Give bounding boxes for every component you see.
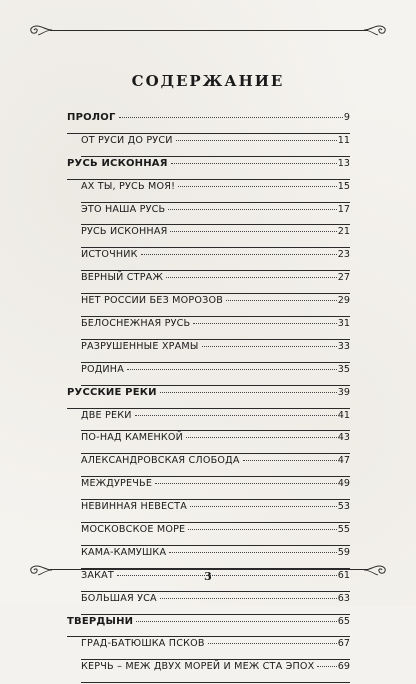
toc-section-row	[67, 387, 350, 410]
toc-entry-title: ИСТОЧНИК	[81, 249, 138, 261]
toc-entry-title: АЛЕКСАНДРОВСКАЯ СЛОБОДА	[81, 455, 240, 467]
dot-leader	[169, 552, 337, 553]
toc-item-row	[67, 432, 350, 455]
toc-entry-page: 63	[337, 592, 350, 604]
toc-entry-title: ЭТО НАША РУСЬ	[81, 203, 166, 215]
toc-item-row	[67, 410, 350, 433]
dot-leader	[193, 323, 336, 324]
toc-entry-page: 41	[337, 409, 350, 421]
table-of-contents	[67, 112, 350, 684]
scroll-ornament-icon	[362, 23, 388, 37]
dot-leader	[170, 231, 336, 232]
toc-entry-page: 15	[337, 180, 350, 192]
toc-entry-title: ВЕРНЫЙ СТРАЖ	[81, 272, 163, 284]
toc-entry-title: КАМА-КАМУШКА	[81, 546, 167, 558]
dot-leader	[171, 163, 337, 164]
toc-item-row	[67, 455, 350, 478]
dot-leader	[190, 506, 337, 507]
dot-leader	[168, 209, 336, 210]
scroll-ornament-icon	[28, 23, 54, 37]
dot-leader	[178, 186, 337, 187]
toc-entry-page: 27	[337, 272, 350, 284]
toc-item-row	[67, 638, 350, 661]
toc-section-row	[67, 616, 350, 639]
dot-leader	[208, 643, 337, 644]
toc-entry-page: 35	[337, 363, 350, 375]
toc-entry-page: 53	[337, 501, 350, 513]
toc-entry-title: РОДИНА	[81, 363, 124, 375]
toc-entry-title: МЕЖДУРЕЧЬЕ	[81, 478, 153, 490]
toc-entry-title: ПО-НАД КАМЕНКОЙ	[81, 432, 184, 444]
toc-entry-title: НЕТ РОССИИ БЕЗ МОРОЗОВ	[81, 295, 224, 307]
toc-section-row	[67, 112, 350, 135]
toc-entry-title: РАЗРУШЕННЫЕ ХРАМЫ	[81, 340, 199, 352]
toc-entry-page: 43	[337, 432, 350, 444]
dot-leader	[186, 437, 337, 438]
toc-entry-page: 49	[337, 478, 350, 490]
toc-item-row	[67, 204, 350, 227]
toc-entry-title: РУССКИЕ РЕКИ	[67, 386, 157, 398]
page-title: СОДЕРЖАНИЕ	[131, 72, 285, 90]
dot-leader	[202, 346, 337, 347]
toc-entry-page: 55	[337, 524, 350, 536]
dot-leader	[176, 140, 337, 141]
toc-entry-page: 9	[343, 112, 350, 123]
toc-item-row	[67, 135, 350, 158]
dot-leader	[243, 460, 337, 461]
dot-leader	[317, 666, 336, 667]
dot-leader	[188, 529, 336, 530]
toc-entry-title: КЕРЧЬ – МЕЖ ДВУХ МОРЕЙ И МЕЖ СТА ЭПОХ	[81, 661, 315, 673]
toc-entry-page: 47	[337, 455, 350, 467]
page-number: 3	[204, 570, 212, 583]
toc-entry-page: 21	[337, 226, 350, 238]
toc-entry-page: 67	[337, 638, 350, 650]
toc-item-row	[67, 478, 350, 501]
toc-item-row	[67, 547, 350, 570]
dot-leader	[141, 254, 337, 255]
toc-entry-title: ЗАКАТ	[81, 569, 114, 581]
dot-leader	[119, 117, 343, 118]
toc-section-row	[67, 158, 350, 181]
toc-entry-page: 33	[337, 340, 350, 352]
dot-leader	[160, 392, 337, 393]
dot-leader	[160, 598, 337, 599]
toc-entry-title: БЕЛОСНЕЖНАЯ РУСЬ	[81, 318, 191, 330]
toc-entry-page: 59	[337, 546, 350, 558]
toc-entry-title: ТВЕРДЫНИ	[67, 615, 134, 627]
toc-entry-title: БОЛЬШАЯ УСА	[81, 592, 157, 604]
toc-item-row	[67, 226, 350, 249]
dot-leader	[127, 369, 337, 370]
toc-item-row	[67, 593, 350, 616]
toc-item-row	[67, 272, 350, 295]
toc-entry-page: 29	[337, 295, 350, 307]
toc-item-row	[67, 295, 350, 318]
dot-leader	[136, 621, 337, 622]
toc-entry-page: 65	[337, 615, 350, 627]
toc-entry-title: МОСКОВСКОЕ МОРЕ	[81, 524, 186, 536]
toc-item-row	[67, 501, 350, 524]
toc-item-row	[67, 524, 350, 547]
toc-entry-page: 69	[337, 661, 350, 673]
toc-item-row	[67, 318, 350, 341]
dot-leader	[155, 483, 337, 484]
toc-item-row	[67, 364, 350, 387]
toc-entry-title: НЕВИННАЯ НЕВЕСТА	[81, 501, 187, 513]
toc-entry-title: ПРОЛОГ	[67, 112, 116, 123]
toc-entry-page: 17	[337, 203, 350, 215]
toc-entry-title: АХ ТЫ, РУСЬ МОЯ!	[81, 180, 176, 192]
toc-entry-page: 31	[337, 318, 350, 330]
toc-entry-title: РУСЬ ИСКОННАЯ	[81, 226, 168, 238]
toc-item-row	[67, 249, 350, 272]
toc-entry-title: ГРАД-БАТЮШКА ПСКОВ	[81, 638, 205, 650]
frame-top-line	[50, 30, 368, 31]
dot-leader	[226, 300, 337, 301]
toc-entry-page: 23	[337, 249, 350, 261]
toc-item-row	[67, 661, 350, 684]
toc-entry-title: ДВЕ РЕКИ	[81, 409, 132, 421]
toc-entry-page: 11	[337, 134, 350, 146]
toc-item-row	[67, 181, 350, 204]
toc-entry-title: ОТ РУСИ ДО РУСИ	[81, 134, 173, 146]
toc-entry-title: РУСЬ ИСКОННАЯ	[67, 157, 168, 169]
toc-entry-page: 39	[337, 386, 350, 398]
toc-entry-page: 61	[337, 569, 350, 581]
dot-leader	[135, 415, 337, 416]
toc-item-row	[67, 341, 350, 364]
dot-leader	[166, 277, 337, 278]
toc-entry-page: 13	[337, 157, 350, 169]
